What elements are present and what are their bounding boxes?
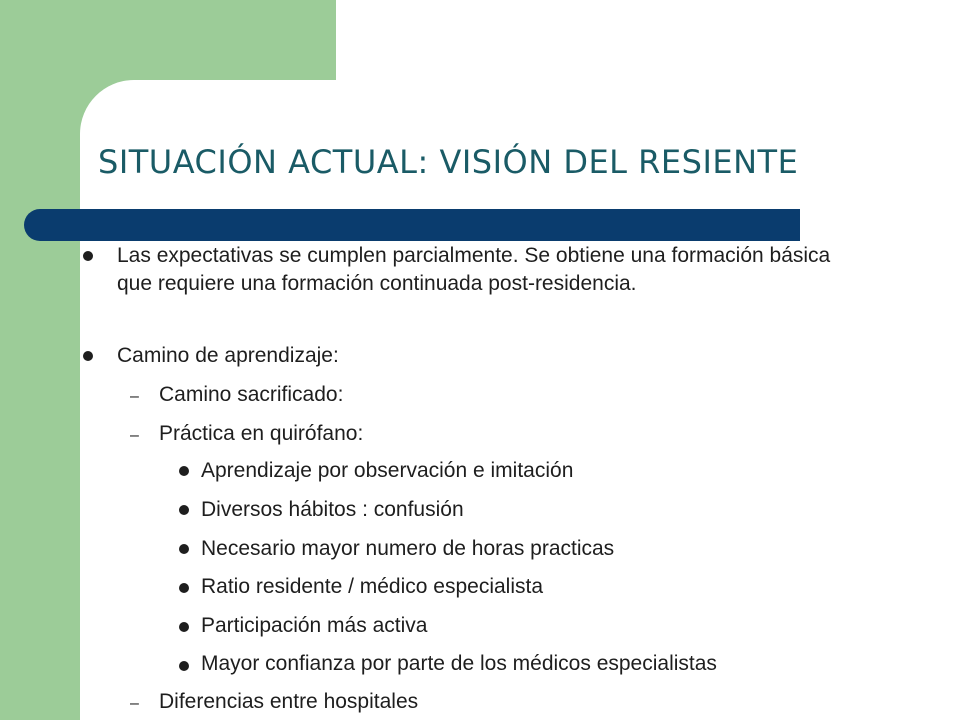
subitem-camino-sacrificado: Camino sacrificado: (159, 383, 344, 406)
subitem-diferencias-hospitales: Diferencias entre hospitales (159, 690, 419, 713)
bullet-dot (83, 351, 93, 361)
dash-marker: – (130, 427, 139, 444)
bullet-dot (179, 583, 189, 593)
slide-title: SITUACIÓN ACTUAL: VISIÓN DEL RESIENTE (98, 143, 799, 181)
bullet-dot (179, 544, 189, 554)
bullet-expectativas: Las expectativas se cumplen parcialmente. Se obtiene una formación básica que requiere una formación continuada post-residencia. (117, 244, 831, 295)
bullet-dot (179, 466, 189, 476)
practica-item-aprendizaje: Aprendizaje por observación e imitación (201, 459, 574, 482)
dash-marker: – (130, 695, 139, 712)
practica-item-confianza: Mayor confianza por parte de los médicos especialistas (201, 652, 717, 675)
dash-marker: – (130, 388, 139, 405)
bullet-dot (83, 251, 93, 261)
bullet-dot (179, 622, 189, 632)
practica-item-horas: Necesario mayor numero de horas practicas (201, 537, 615, 560)
practica-item-ratio: Ratio residente / médico especialista (201, 575, 544, 598)
bullet-camino-aprendizaje: Camino de aprendizaje: (117, 344, 339, 367)
practica-item-participacion: Participación más activa (201, 614, 428, 637)
bullet-dot (179, 661, 189, 671)
practica-item-habitos: Diversos hábitos : confusión (201, 498, 464, 521)
subitem-practica-quirofano: Práctica en quirófano: (159, 422, 364, 445)
bullet-dot (179, 505, 189, 515)
